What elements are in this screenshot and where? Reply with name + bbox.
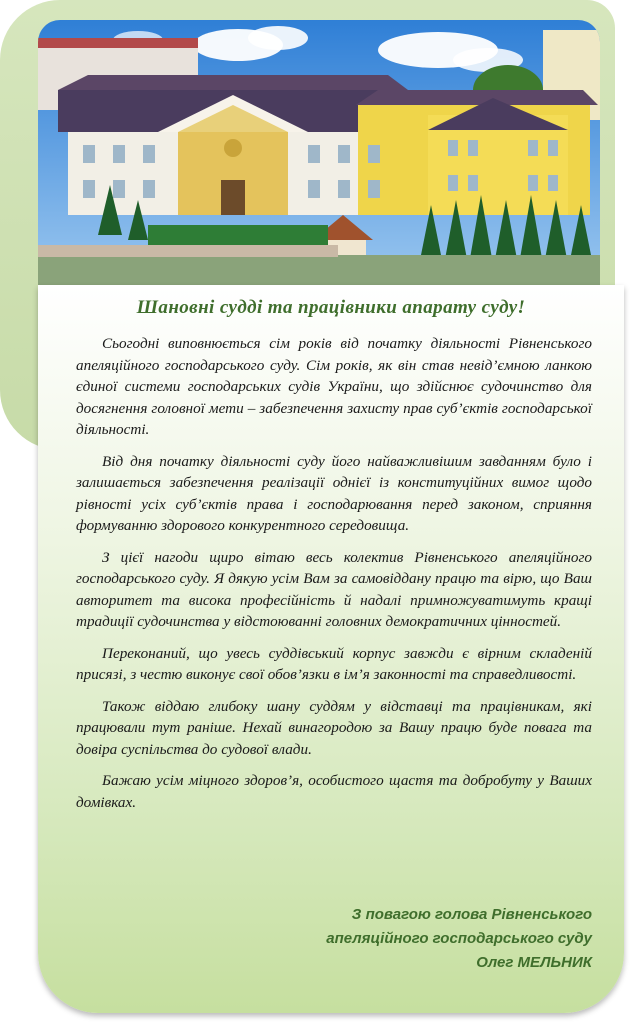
signature-line: З повагою голова Рівненського [351, 906, 592, 923]
paragraph: Бажаю усім міцного здоров’я, особистого щастя та добробуту у Ваших домівках. [76, 772, 592, 811]
signature-line: апеляційного господарського суду [326, 930, 592, 947]
letter-body [38, 333, 624, 813]
paragraph: Переконаний, що увесь суддівський корпус завжди є вірним складеній присязі, з честю виконує свої обов’язки в ім’я законності та справедливості. [76, 644, 592, 683]
letter-card [38, 285, 624, 1013]
court-building-illustration [38, 20, 600, 288]
paragraph: Від дня початку діяльності суду його найважливішим завданням було і залишається забезпечення реалізації однієї із конституційних вимог щодо рівності усіх суб’єктів права і господарювання перед законом, сприяння формуванню здорового конкурентного середовища. [76, 452, 592, 534]
signature-block [326, 903, 592, 975]
court-building-photo [38, 20, 600, 288]
paragraph: З цієї нагоди щиро вітаю весь колектив Рівненського апеляційного господарського суду. Я дякую усім Вам за самовіддану працю та вірю, що Ваш авторитет та висока професійність й надалі примножуватимуть кращі традиції судочинства у відстоюванні головних демократичних цінностей. [76, 548, 592, 630]
paragraph: Також віддаю глибоку шану суддям у відставці та працівникам, які працювали тут раніше. Нехай винагородою за Вашу працю буде повага та довіра суспільства до судової влади. [76, 697, 592, 758]
signature-name: Олег МЕЛЬНИК [476, 954, 592, 971]
paragraph: Сьогодні виповнюється сім років від початку діяльності Рівненського апеляційного господарського суду. Сім років, як він став невід’ємною ланкою єдиної системи господарських судів України, що здійснює судочинство для досягнення головної мети – забезпечення захисту прав суб’єктів господарської діяльності. [76, 335, 592, 438]
greeting-heading: Шановні судді та працівники апарату суду! [136, 297, 526, 318]
